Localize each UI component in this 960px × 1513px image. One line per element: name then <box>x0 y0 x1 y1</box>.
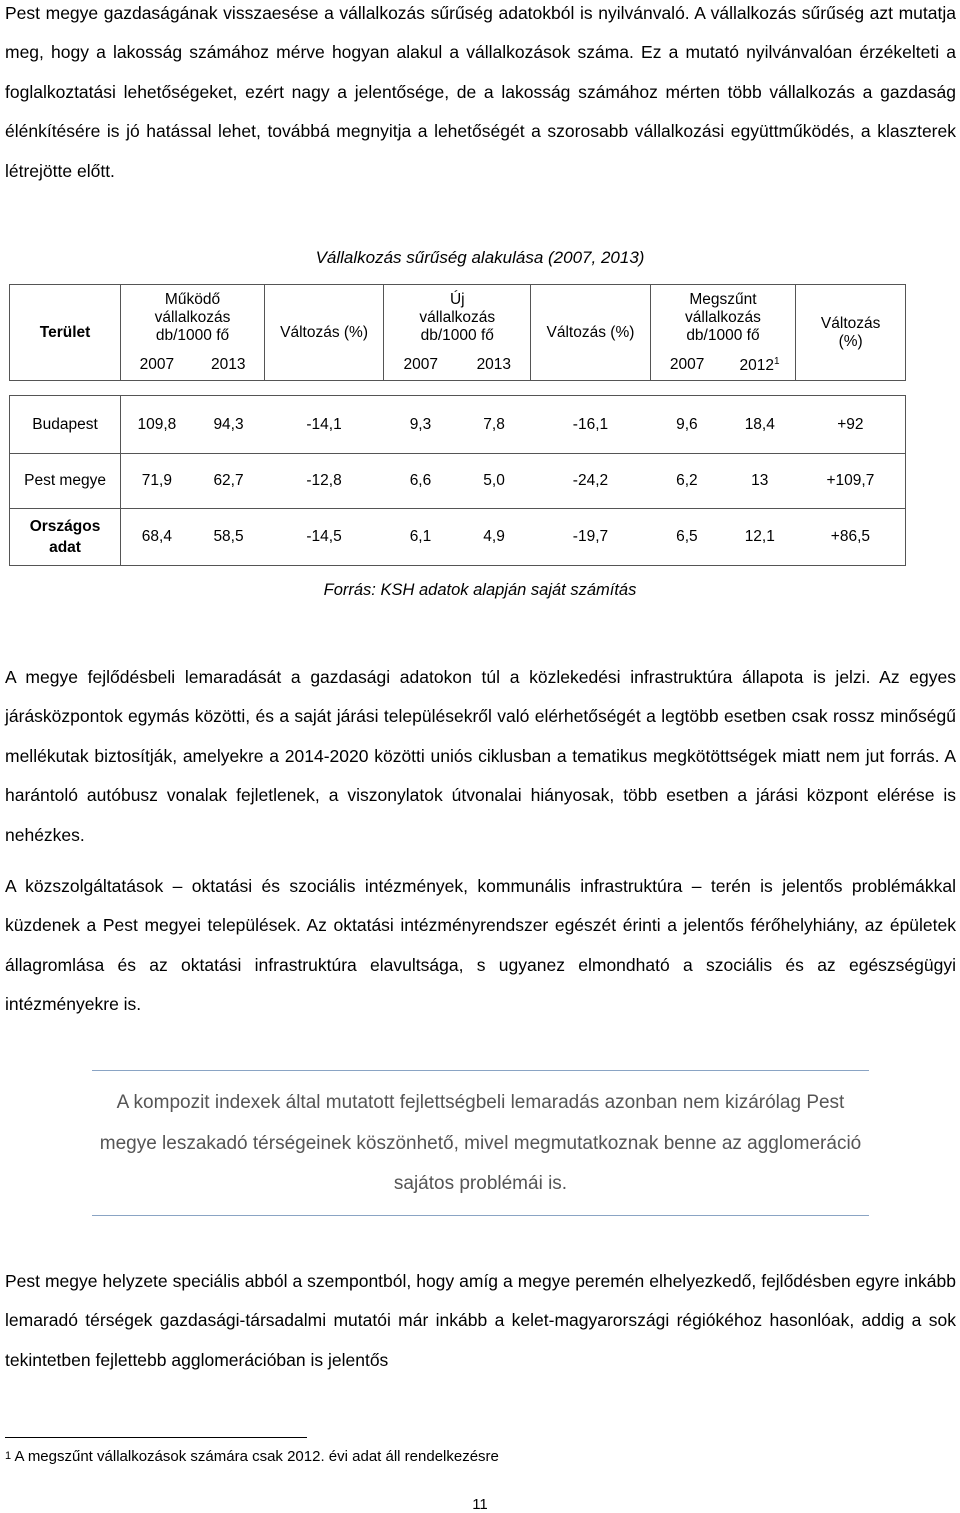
cell-value: -16,1 <box>531 396 650 454</box>
header-year-2007: 2007 <box>121 351 193 381</box>
table-row <box>10 509 906 566</box>
cell-value: 68,4 <box>121 509 193 566</box>
footnote-text: A megszűnt vállalkozások számára csak 2012. évi adat áll rendelkezésre <box>14 1448 499 1465</box>
cell-value: 13 <box>724 454 796 509</box>
callout-box: A kompozit indexek által mutatott fejlettségbeli lemaradás azonban nem kizárólag Pest megye leszakadó térségeinek köszönhető, mivel megmutatkoznak benne az agglomeráció sajátos problémái is. <box>92 1070 869 1216</box>
header-year-2012: 2012$^1$ <box>724 351 796 381</box>
cell-value: -14,1 <box>264 396 383 454</box>
header-area: Terület <box>10 285 121 381</box>
cell-value: +92 <box>796 396 906 454</box>
paragraph-pest-county-situation: Pest megye helyzete speciális abból a szempontból, hogy amíg a megye peremén elhelyezkedő, fejlődésben egyre inkább lemaradó térségek gazdasági-társadalmi mutatói már inkább a kelet-magyarországi régiókéhoz hasonlóak, addig a sok tekintetben fejlettebb agglomerációban is jelentős <box>5 1271 956 1370</box>
footnote-divider <box>5 1437 307 1438</box>
table-title: Vállalkozás sűrűség alakulása (2007, 2013) <box>315 248 645 267</box>
header-year-2007: 2007 <box>384 351 458 381</box>
cell-value: 12,1 <box>724 509 796 566</box>
cell-value: -12,8 <box>264 454 383 509</box>
table-row <box>10 396 906 454</box>
page-number: 11 <box>472 1496 488 1513</box>
cell-value: 6,5 <box>650 509 724 566</box>
cell-value: 5,0 <box>457 454 531 509</box>
header-active-businesses: Működő vállalkozás db/1000 fő <box>121 285 265 351</box>
table-source: Forrás: KSH adatok alapján saját számítás <box>323 581 637 599</box>
cell-value: +109,7 <box>796 454 906 509</box>
footnote-mark: 1 <box>773 355 780 367</box>
cell-value: 6,6 <box>384 454 458 509</box>
cell-area: Budapest <box>10 396 121 454</box>
footnote-mark: 1 <box>5 1450 12 1462</box>
header-year-2007: 2007 <box>650 351 724 381</box>
paragraph-public-services: A közszolgáltatások – oktatási és szociális intézmények, kommunális infrastruktúra – terén is jelentős problémákkal küzdenek a Pest megyei települések. Az oktatási intézményrendszer egészét érinti a jelentős férőhelyhiány, az épületek állagromlása és az oktatási infrastruktúra elavultsága, s ugyanez elmondható a szociális és az egészségügyi intézményekre is. <box>5 876 956 1015</box>
header-change-closed: Változás (%) <box>796 285 906 381</box>
header-year-2013: 2013 <box>457 351 531 381</box>
cell-value: 62,7 <box>193 454 265 509</box>
paragraph-infrastructure: A megye fejlődésbeli lemaradását a gazdasági adatokon túl a közlekedési infrastruktúra állapota is jelzi. Az egyes járásközpontok egymás közötti, és a saját járási településekről való elérhetőségét a legtöbb esetben csak rossz minőségű mellékutak biztosítják, amelyekre a 2014-2020 közötti uniós ciklusban a tematikus megkötöttségek miatt nem jut forrás. A harántoló autóbusz vonalak fejletlenek, a viszonylatok útvonalai hiányosak, több esetben a járási központ elérése is nehézkes. <box>5 667 956 845</box>
header-closed-businesses: Megszűnt vállalkozás db/1000 fő <box>650 285 796 351</box>
business-density-table <box>9 284 906 566</box>
cell-value: 18,4 <box>724 396 796 454</box>
cell-area: Pest megye <box>10 454 121 509</box>
table-row <box>10 454 906 509</box>
header-new-businesses: Új vállalkozás db/1000 fő <box>384 285 531 351</box>
cell-value: 109,8 <box>121 396 193 454</box>
cell-value: 6,1 <box>384 509 458 566</box>
cell-value: -14,5 <box>264 509 383 566</box>
cell-value: 94,3 <box>193 396 265 454</box>
cell-value: 9,3 <box>384 396 458 454</box>
footnote <box>5 1448 499 1465</box>
header-year-2013: 2013 <box>193 351 265 381</box>
cell-value: 6,2 <box>650 454 724 509</box>
paragraph-business-density: Pest megye gazdaságának visszaesése a vállalkozás sűrűség adatokból is nyilvánvaló. A vállalkozás sűrűség azt mutatja meg, hogy a lakosság számához mérve hogyan alakul a vállalkozások száma. Ez a mutató nyilvánvalóan érzékelteti a foglalkoztatási lehetőségeket, ezért nagy a jelentősége, de a lakosság számához mérten több vállalkozás a gazdaság élénkítésére is jó hatással lehet, továbbá megnyitja a lehetőségét a szorosabb vállalkozási együttműködés, a klaszterek létrejötte előtt. <box>5 3 956 181</box>
cell-value: 58,5 <box>193 509 265 566</box>
header-change-new: Változás (%) <box>531 285 650 381</box>
cell-value: -19,7 <box>531 509 650 566</box>
cell-value: 9,6 <box>650 396 724 454</box>
cell-value: 71,9 <box>121 454 193 509</box>
cell-value: -24,2 <box>531 454 650 509</box>
cell-value: 7,8 <box>457 396 531 454</box>
cell-value: +86,5 <box>796 509 906 566</box>
cell-area: Országos adat <box>10 509 121 566</box>
cell-value: 4,9 <box>457 509 531 566</box>
header-change-active: Változás (%) <box>264 285 383 381</box>
